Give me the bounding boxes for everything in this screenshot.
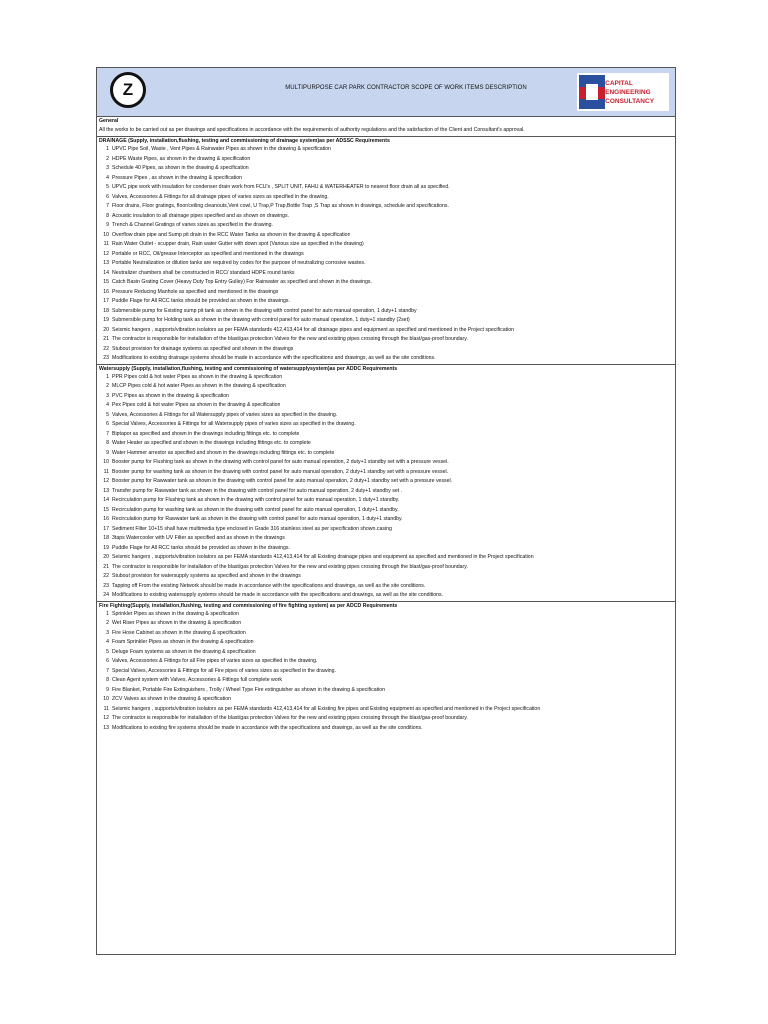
item-number: 5 [106,648,109,655]
item-number: 4 [106,402,109,408]
item-number: 15 [103,506,109,513]
item-text: MLCP Pipes cold & hot water Pipes as shown in the drawing & specification [112,383,286,389]
item-number: 7 [106,430,109,437]
item-number: 3 [106,165,109,171]
item-text: Valves, Accessories & Fittings for all Fire pipes of varies sizes as specified in the drawing. [112,658,318,664]
item-number: 8 [106,677,109,683]
item-number: 8 [106,440,109,446]
item-number: 11 [103,468,109,475]
item-text: Puddle Flage for All RCC tanks should be provided as shown in the drawings. [112,298,290,304]
item-text: Catch Basin Grating Cover (Heavy Duty Top Entry Gulley) For Rainwater as specified and shown in the drawings. [112,279,372,285]
item-number: 13 [103,487,109,494]
item-text: PPR Pipes cold & hot water Pipes as shown in the drawing & specification [112,373,283,380]
list-item [99,563,673,573]
item-text: Acoustic insulation to all drainage pipes specified and as shown on drawings. [112,212,290,219]
item-text: Submersible pump for Existing sump pit tank as shown in the drawing with control panel for auto manual operation, 1 duty+1 standby [112,307,417,314]
list-item [99,439,673,449]
item-text: Water Heater as specified and shown in the drawings including fittings etc. to complete [112,440,311,446]
list-item [99,648,673,658]
item-text: Rain Water Outlet - scupper drain, Rain water Gutter with down spot (Various size as specified in the drawing) [112,241,364,247]
item-number: 23 [103,582,109,589]
list-item [99,221,673,231]
item-text: Water Hammer arrestor as specified and shown in the drawings including fittings etc. to complete [112,449,335,456]
item-number: 4 [106,639,109,645]
list-item [99,392,673,402]
item-text: 3taps Watercooler with UV Filter as specified and as shown in the drawings [112,535,285,541]
item-number: 4 [106,174,109,181]
sheet-content [97,117,675,733]
item-number: 11 [103,705,109,712]
item-text: Sprinkler Pipes as shown in the drawing & specification [112,610,239,617]
item-text: HDPE Waste Pipes, as shown in the drawing & specification [112,155,251,162]
list-item [99,553,673,563]
item-number: 12 [103,715,109,721]
item-text: Overflow drain pipe and Sump pit drain in the RCC Water Tanks as shown in the drawing & specification [112,231,351,238]
list-item [99,506,673,516]
item-text: The contractor is responsible for installation of the blast/gas protection Valves for the new and existing pipes crossing through the blast/gas-proof boundary. [112,563,468,570]
item-text: Recirculation pump for washing tank as shown in the drawing with control panel for auto manual operation, 1 duty+1 standby. [112,506,399,513]
crest-icon [579,75,601,109]
item-text: Schedule 40 Pipes, as shown in the drawing & specification [112,165,249,171]
item-text: Pressure Reducing Manhole as specified and mentioned in the drawings [112,288,279,295]
brand-line-1: CAPITAL ENGINEERING [605,79,651,96]
item-text: Wet Riser Pipes as shown in the drawing & specification [112,620,242,626]
list-item [99,269,673,279]
list-item [99,714,673,724]
list-item [99,354,673,364]
item-number: 13 [103,260,109,266]
item-text: Clean Agent system with Valves, Accessories & Fittings full complete work [112,677,283,683]
item-text: Biptapor as specified and shown in the drawings including fittings etc. to complete [112,430,300,437]
list-item [99,525,673,535]
item-text: Floor drains, Floor gratings, floor/ceiling cleanouts,Vent cowl, U Trap,P Trap,Bottle Trap ,S Trap as shown in drawings, schedule and specifications. [112,203,449,209]
item-number: 22 [103,573,109,579]
item-number: 9 [106,222,109,228]
item-number: 7 [106,667,109,674]
list-item [99,591,673,601]
item-number: 3 [106,629,109,636]
brand-line-2: CONSULTANCY [605,97,655,105]
item-number: 1 [106,146,109,152]
item-number: 14 [103,497,109,503]
item-number: 17 [103,298,109,304]
item-number: 12 [103,478,109,484]
list-item [99,705,673,715]
item-text: The contractor is responsible for installation of the blast/gas protection Valves for the new and existing pipes crossing through the blast/gas-proof boundary. [112,336,468,342]
sheet-header [97,68,675,117]
list-item [99,695,673,705]
item-text: Booster pump for Flushing tank as shown in the drawing with control panel for auto manual operation, 2 duty+1 standby set with a pressure vessel. [112,459,449,465]
item-number: 22 [103,345,109,352]
list-item [99,610,673,620]
list-item [99,458,673,468]
item-number: 5 [106,184,109,190]
item-number: 20 [103,554,109,560]
item-text: Modifications to existing watersupply systems should be made in accordance with the specifications and drawings, as well as the site conditions. [112,592,444,598]
item-number: 10 [103,231,109,238]
item-text: Trench & Channel Gratings of varies sizes as specified in the drawing. [112,222,273,228]
list-item [99,582,673,592]
list-item [99,231,673,241]
list-item [99,638,673,648]
item-number: 1 [106,610,109,617]
list-item [99,411,673,421]
item-text: Valves, Accessories & Fittings for all Watersupply pipes of varies sizes as specified in the drawing. [112,411,338,418]
item-number: 17 [103,525,109,532]
item-number: 16 [103,516,109,522]
list-item [99,449,673,459]
item-number: 18 [103,535,109,541]
list-item [99,629,673,639]
list-item [99,572,673,582]
item-number: 1 [106,373,109,380]
list-item [99,316,673,326]
item-text: Neutralizer chambers shall be constructed in RCC/ standard HDPE round tanks [112,269,295,276]
item-number: 2 [106,155,109,162]
item-number: 12 [103,250,109,257]
list-item [99,430,673,440]
item-text: Transfer pump for Rawwater tank as shown in the drawing with control panel for auto manual operation, 2 duty+1 standby set . [112,487,403,494]
list-item [99,259,673,269]
item-number: 9 [106,686,109,693]
list-item [99,534,673,544]
list-item [99,174,673,184]
item-number: 15 [103,279,109,285]
list-item [99,155,673,165]
item-number: 6 [106,193,109,200]
item-text: Portable Neutralization or dilution tanks are required by codes for the purpose of neutralizing corrosive wastes. [112,260,366,266]
item-text: Special Valves, Accessories & Fittings for all Fire pipes of varies sizes as specified in the drawing. [112,667,336,674]
drainage-list [99,145,673,364]
company-logo-left [110,72,146,108]
item-text: Portable or RCC, Oil/grease Interceptor as specified and mentioned in the drawings [112,250,304,257]
logo-left-text: Z [122,80,134,99]
item-number: 24 [103,592,109,598]
list-item [99,193,673,203]
item-number: 10 [103,696,109,702]
list-item [99,297,673,307]
list-item [99,487,673,497]
drainage-title: DRAINAGE (Supply, installation,flushing, testing and commissioning of drainage system)as per ADSSC Requirements [99,138,390,144]
item-text: Modifications to existing fire systems should be made in accordance with the specifications and drawings, as well as the site conditions. [112,724,423,731]
list-item [99,164,673,174]
fire-list [99,610,673,734]
item-text: PVC Pipes as shown in the drawing & specification [112,392,230,399]
item-number: 16 [103,288,109,295]
list-item [99,278,673,288]
general-title: General [99,118,119,124]
list-item [99,676,673,686]
list-item [99,657,673,667]
item-number: 8 [106,212,109,219]
water-title: Watersupply (Supply, installation,flushing, testing and commissioning of watersupplysystem)as per ADDC Requirements [99,365,398,372]
list-item [99,202,673,212]
item-text: Sediment Filter 10+15 shall have multimedia type enclosed in Grade 316 stainless steel as per specification shown.casing [112,525,392,532]
item-number: 2 [106,383,109,389]
item-text: Fire Hose Cabinet as shown in the drawing & specification [112,629,246,636]
water-list [99,373,673,601]
item-text: Seismic hangers , supports/vibration isolators as per FEMA standards 412,413,414 for all Existing fire pipes and Existing equipment as specified and mentioned in the Project specification [112,705,541,712]
item-text: Valves, Accessories & Fittings for all drainage pipes of varies sizes as specified in the drawing. [112,193,329,200]
list-item [99,686,673,696]
list-item [99,619,673,629]
list-item [99,250,673,260]
list-item [99,145,673,155]
item-text: Foam Sprinkler Pipes as shown in the drawing & specification [112,639,254,645]
item-number: 13 [103,724,109,731]
list-item [99,326,673,336]
list-item [99,212,673,222]
list-item [99,667,673,677]
item-text: Seismic hangers , supports/vibration isolators as per FEMA standards 412,413,414 for all drainage pipes and equipment as specified and mentioned in the Project specification [112,326,514,333]
item-text: ZCV Valves as shown in the drawing & specification [112,696,231,702]
item-number: 20 [103,326,109,333]
item-number: 9 [106,449,109,456]
item-text: UPVC pipe work with insulation for condenser drain work from FCU's , SPLIT UNIT, FAHU & WATERHEATER to nearest floor drain all as specified. [112,184,450,190]
list-item [99,724,673,734]
consultancy-logo [577,73,669,111]
item-number: 6 [106,658,109,664]
item-text: Stubout provision for drainage systems as specified and shown in the drawings [112,345,294,352]
list-item [99,544,673,554]
item-number: 21 [103,563,109,570]
item-number: 11 [103,241,109,247]
item-number: 14 [103,269,109,276]
item-text: Tapping off From the existing Network should be made in accordance with the specifications and drawings, as well as the site conditions. [112,582,426,589]
list-item [99,401,673,411]
fire-title: Fire Fighting(Supply, installation,flushing, testing and commissioning of fire fighting system) as per ADCD Requirements [99,602,398,609]
scope-sheet [96,67,676,955]
item-number: 5 [106,411,109,418]
list-item [99,382,673,392]
item-text: Fire Blanket, Portable Fire Extinguishers , Trolly / Wheel Type Fire extinguisher as shown in the drawing & specification [112,686,385,693]
list-item [99,420,673,430]
item-text: Seismic hangers , supports/vibration isolators as per FEMA standards 412,413,414 for all Existing drainage pipes and equipment as specified and mentioned in the Project specification [112,554,534,560]
item-text: Recirculation pump for Flushing tank as shown in the drawing with control panel for auto manual operation, 1 duty+1 standby. [112,497,400,503]
item-number: 21 [103,336,109,342]
item-text: Booster pump for Rawwater tank as shown in the drawing with control panel for auto manual operation, 2 duty+1 standby set with a pressure vessel. [112,478,453,484]
list-item [99,345,673,355]
list-item [99,373,673,383]
item-text: Recirculation pump for Rawwater tank as shown in the drawing with control panel for auto manual operation, 1 duty+1 standby. [112,516,403,522]
item-text: Booster pump for washing tank as shown in the drawing with control panel for auto manual operation, 2 duty+1 standby set with a pressure vessel. [112,468,449,475]
item-number: 19 [103,317,109,323]
list-item [99,288,673,298]
page-title: MULTIPURPOSE CAR PARK CONTRACTOR SCOPE OF WORK ITEMS DESCRIPTION [285,85,527,91]
item-number: 10 [103,459,109,465]
item-text: Modifications to existing drainage systems should be made in accordance with the specifications and drawings, as well as the site conditions. [112,355,436,361]
general-text: All the works to be carried out as per drawings and specifications in accordance with the requirements of authority regulations and the satisfaction of the Client and Consultant's approval. [99,127,525,133]
list-item [99,468,673,478]
item-number: 19 [103,544,109,551]
item-number: 18 [103,307,109,314]
item-text: Stubout provision for watersupply systems as specified and shown in the drawings [112,573,301,579]
item-text: Puddle Flage for All RCC tanks should be provided as shown in the drawings. [112,544,290,551]
item-number: 7 [106,203,109,209]
list-item [99,183,673,193]
item-number: 23 [103,355,109,361]
list-item [99,477,673,487]
list-item [99,515,673,525]
item-text: Deluge Foam systems as shown in the drawing & specification [112,648,256,655]
item-text: UPVC Pipe Soil, Waste , Vent Pipes & Rainwater Pipes as shown in the drawing & specification [112,146,331,152]
item-number: 2 [106,620,109,626]
item-text: Pressure Pipes , as shown in the drawing & specification [112,174,243,181]
list-item [99,307,673,317]
list-item [99,496,673,506]
item-text: The contractor is responsible for installation of the blast/gas protection Valves for the new and existing pipes crossing through the blast/gas-proof boundary. [112,715,468,721]
list-item [99,335,673,345]
item-number: 6 [106,421,109,427]
list-item [99,240,673,250]
item-text: Submersible pump for Holding tank as shown in the drawing with control panel for auto manual operation, 1 duty+1 standby (2set) [112,317,410,323]
item-text: Pex Pipes cold & hot water Pipes as shown in the drawing & specification [112,402,281,408]
item-number: 3 [106,392,109,399]
item-text: Special Valves, Accessories & Fittings for all Watersupply pipes of varies sizes as specified in the drawing. [112,421,356,427]
